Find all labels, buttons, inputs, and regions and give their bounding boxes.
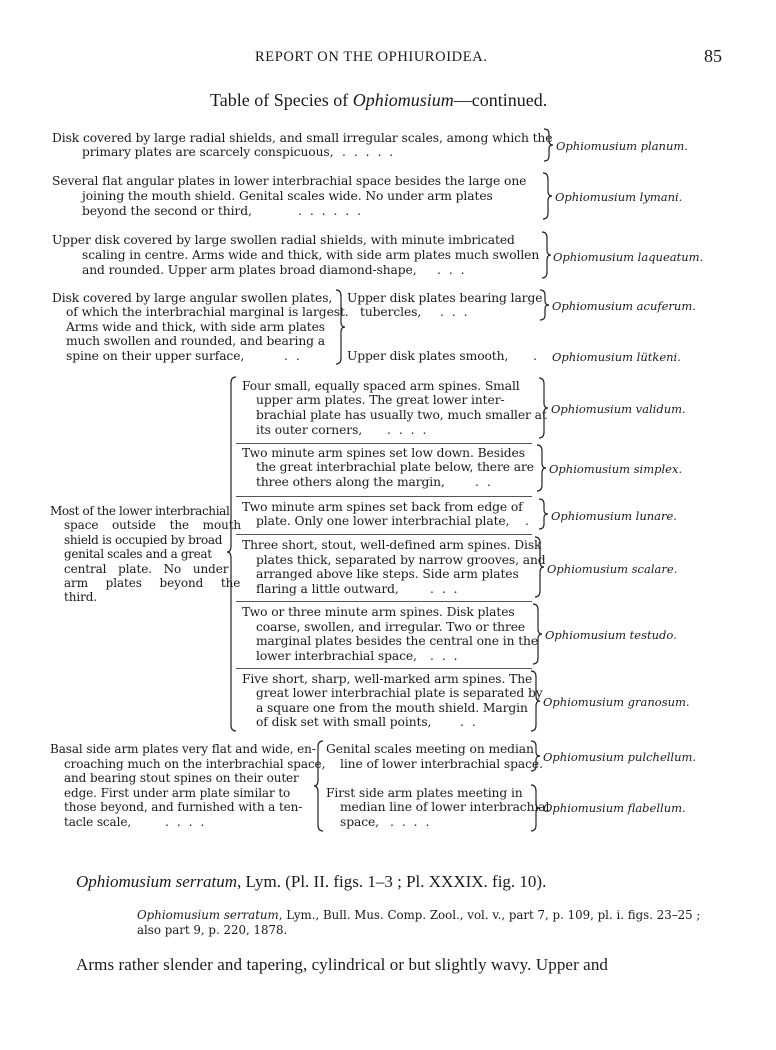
right-brace: [540, 231, 552, 279]
flabellum-line: space,: [340, 815, 379, 829]
group-line: spine on their upper surface,: [66, 349, 245, 363]
testudo-line: coarse, swollen, and irregular. Two or three: [256, 620, 526, 634]
species-name: Ophiomusium validum.: [551, 402, 686, 416]
citation-line-2: also part 9, p. 220, 1878.: [137, 923, 288, 937]
row-dots: . . . . .: [342, 145, 396, 159]
acuferum-dots: . . .: [440, 305, 470, 319]
flabellum-line: median line of lower interbrachial: [340, 800, 550, 814]
flabellum-line: First side arm plates meeting in: [326, 786, 523, 800]
scalare-line: plates thick, separated by narrow grooves, and: [256, 553, 546, 567]
validum-line: brachial plate has usually two, much smaller at: [256, 408, 547, 422]
group-line: Basal side arm plates very flat and wide, en-: [50, 742, 316, 756]
testudo-line: Two or three minute arm spines. Disk plates: [242, 605, 515, 619]
row-line: joining the mouth shield. Genital scales wide. No under arm plates: [82, 189, 493, 203]
simplex-dots: . .: [475, 475, 493, 489]
scalare-line: flaring a little outward,: [256, 582, 399, 596]
citation: [137, 908, 700, 922]
group-line: those beyond, and furnished with a ten-: [64, 800, 303, 814]
group-line: Disk covered by large angular swollen plates,: [52, 291, 333, 305]
page-number: 85: [704, 46, 722, 66]
testudo-dots: . . .: [430, 649, 460, 663]
testudo-line: lower interbrachial space,: [256, 649, 417, 663]
lunare-dots: .: [525, 514, 529, 528]
species-name: Ophiomusium testudo.: [545, 628, 677, 642]
lutkeni-line: Upper disk plates smooth,: [347, 349, 509, 363]
body-text: Arms rather slender and tapering, cylindrical or but slightly wavy. Upper and: [76, 955, 609, 974]
species-name: Ophiomusium lymani.: [555, 190, 683, 204]
group-left-brace: [313, 740, 325, 832]
simplex-line: three others along the margin,: [256, 475, 445, 489]
group-line: arm plates beyond the: [64, 576, 241, 590]
pulchellum-line: line of lower interbrachial space.: [340, 757, 543, 771]
row-line: beyond the second or third,: [82, 204, 252, 218]
group-dots: . .: [284, 349, 302, 363]
right-brace: [535, 444, 547, 492]
granosum-line: great lower interbrachial plate is separated by: [256, 686, 543, 700]
table-title-prefix: Table of Species of: [210, 90, 353, 110]
acuferum-line: tubercles,: [360, 305, 422, 319]
species-name: Ophiomusium lunare.: [551, 509, 677, 523]
simplex-line: the great interbrachial plate below, there are: [256, 460, 534, 474]
group-line: tacle scale,: [64, 815, 132, 829]
divider: [236, 534, 532, 535]
group-line: edge. First under arm plate similar to: [64, 786, 291, 800]
divider: [236, 443, 532, 444]
group-line: croaching much on the interbrachial space,: [64, 757, 326, 771]
species-name: Ophiomusium flabellum.: [543, 801, 686, 815]
divider: [236, 496, 532, 497]
group-line: genital scales and a great: [64, 547, 212, 561]
species-heading-name: Ophiomusium serratum: [76, 872, 238, 891]
lunare-line: Two minute arm spines set back from edge of: [242, 500, 523, 514]
citation-name: Ophiomusium serratum: [137, 908, 279, 922]
row-line: and rounded. Upper arm plates broad diamond-shape,: [82, 263, 417, 277]
lunare-line: plate. Only one lower interbrachial plate,: [256, 514, 510, 528]
row-line: Disk covered by large radial shields, and small irregular scales, among which the: [52, 131, 553, 145]
species-name: Ophiomusium acuferum.: [552, 299, 696, 313]
right-brace: [537, 377, 549, 439]
row-line: primary plates are scarcely conspicuous,: [82, 145, 334, 159]
validum-dots: . . . .: [387, 423, 429, 437]
validum-line: upper arm plates. The great lower inter-: [256, 393, 505, 407]
species-name: Ophiomusium simplex.: [549, 462, 683, 476]
lutkeni-dots: .: [533, 349, 537, 363]
group-line: space outside the mouth: [64, 518, 242, 532]
group-brace: [334, 289, 346, 365]
species-name: Ophiomusium lütkeni.: [552, 350, 681, 364]
right-brace: [529, 740, 541, 772]
group-line: Most of the lower interbrachial: [50, 504, 230, 518]
right-brace: [529, 670, 541, 732]
group-line: Arms wide and thick, with side arm plates: [66, 320, 326, 334]
row-line: Several flat angular plates in lower interbrachial space besides the large one: [52, 174, 527, 188]
species-name: Ophiomusium planum.: [556, 139, 688, 153]
right-brace: [537, 498, 549, 530]
scalare-dots: . . .: [430, 582, 460, 596]
table-title-suffix: —continued.: [453, 90, 548, 110]
pulchellum-line: Genital scales meeting on median: [326, 742, 534, 756]
granosum-line: a square one from the mouth shield. Margin: [256, 701, 528, 715]
running-title: REPORT ON THE OPHIUROIDEA.: [255, 49, 488, 65]
row-line: scaling in centre. Arms wide and thick, with side arm plates much swollen: [82, 248, 540, 262]
validum-line: Four small, equally spaced arm spines. Small: [242, 379, 520, 393]
species-name: Ophiomusium granosum.: [543, 695, 690, 709]
scalare-line: Three short, stout, well-defined arm spines. Disk: [242, 538, 542, 552]
testudo-line: marginal plates besides the central one in the: [256, 634, 539, 648]
right-brace: [533, 536, 545, 598]
group-line: and bearing stout spines on their outer: [64, 771, 299, 785]
citation-rest: , Lym., Bull. Mus. Comp. Zool., vol. v., part 7, p. 109, pl. i. figs. 23–25 ;: [278, 908, 701, 922]
group-line: shield is occupied by broad: [64, 533, 223, 547]
scalare-line: arranged above like steps. Side arm plates: [256, 567, 519, 581]
right-brace: [531, 603, 543, 665]
species-name: Ophiomusium laqueatum.: [553, 250, 704, 264]
table-title: [210, 90, 547, 111]
group-line: central plate. No under: [64, 562, 229, 576]
right-brace: [529, 784, 541, 832]
group-line: of which the interbrachial marginal is largest.: [66, 305, 349, 319]
row-dots: . . .: [437, 263, 467, 277]
validum-line: its outer corners,: [256, 423, 363, 437]
flabellum-dots: . . . .: [390, 815, 432, 829]
group-line: third.: [64, 590, 98, 604]
table-title-genus: Ophiomusium: [352, 90, 454, 110]
divider: [236, 601, 532, 602]
row-dots: . . . . . .: [298, 204, 363, 218]
group-left-brace: [226, 376, 238, 732]
species-name: Ophiomusium scalare.: [547, 562, 678, 576]
species-heading-rest: , Lym. (Pl. II. figs. 1–3 ; Pl. XXXIX. fig. 10).: [237, 872, 547, 891]
species-heading: [76, 872, 546, 892]
acuferum-line: Upper disk plates bearing large: [347, 291, 543, 305]
right-brace: [542, 128, 554, 162]
simplex-line: Two minute arm spines set low down. Besides: [242, 446, 525, 460]
granosum-line: Five short, sharp, well-marked arm spines. The: [242, 672, 533, 686]
right-brace: [538, 289, 550, 321]
granosum-dots: . .: [460, 715, 478, 729]
right-brace: [541, 172, 553, 220]
group-dots: . . . .: [165, 815, 207, 829]
row-line: Upper disk covered by large swollen radial shields, with minute imbricated: [52, 233, 515, 247]
granosum-line: of disk set with small points,: [256, 715, 432, 729]
species-name: Ophiomusium pulchellum.: [543, 750, 697, 764]
group-line: much swollen and rounded, and bearing a: [66, 334, 325, 348]
divider: [236, 668, 532, 669]
